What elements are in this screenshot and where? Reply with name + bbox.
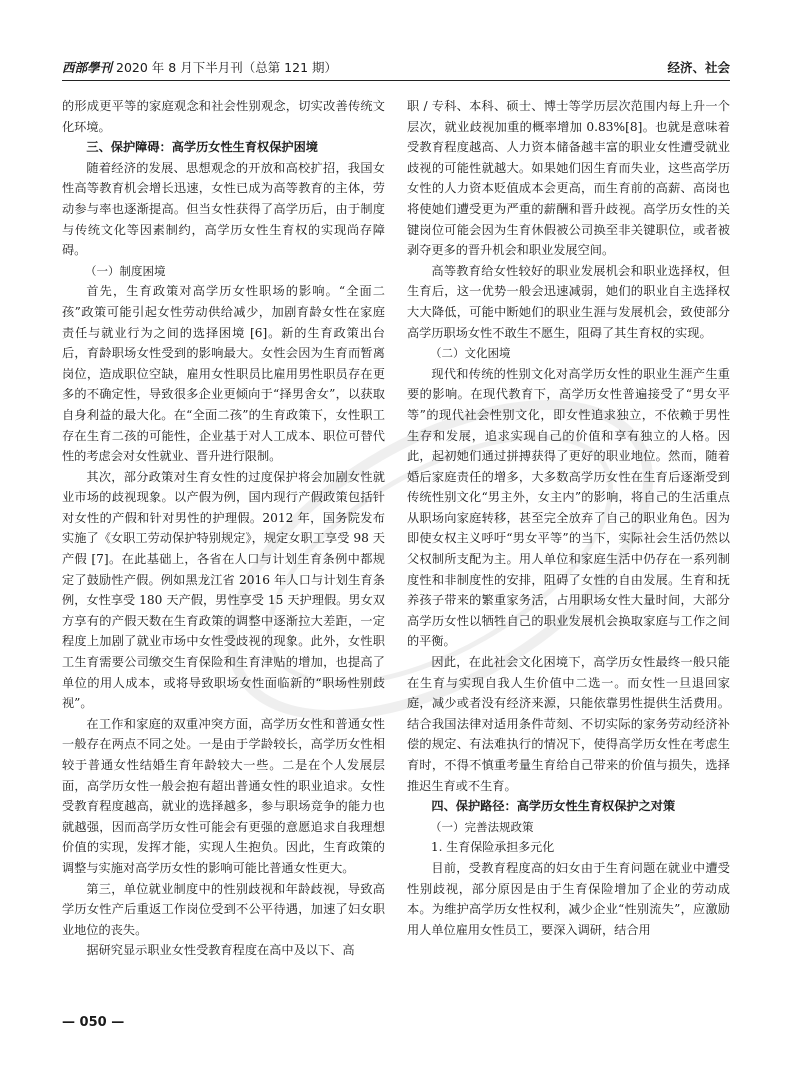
paragraph: 第三，单位就业制度中的性别歧视和年龄歧视，导致高学历女性产后重返工作岗位受到不公平待遇，加速了妇女职业地位的丧失。 — [62, 881, 385, 937]
header-left — [62, 58, 337, 76]
paragraph: 首先，生育政策对高学历女性职场的影响。“全面二孩”政策可能引起女性劳动供给减少，加剧育龄女性在家庭责任与就业行为之间的选择困境 [6]。新的生育政策出台后，育龄职场女性受到的影响最大。女性会因为生育而暂离岗位，造成职位空缺，雇用女性职员比雇用男性职员存在更多的不确定性，导致很多企业更倾向于“择男舍女”，以获取自身利益的最大化。在“全面二孩”的生育政策下，女性职工存在生育二孩的可能性，企业基于对人工成本、职位可替代性的考虑会对女性就业、晋升进行限制。 — [62, 284, 385, 464]
paragraph: 据研究显示职业女性受教育程度在高中及以下、高 — [86, 943, 355, 958]
section-label: 经济、社会 — [667, 60, 730, 75]
subsection-heading: （二）文化困境 — [430, 346, 511, 361]
journal-logo: 西部學刊 — [62, 60, 113, 75]
right-column — [407, 96, 730, 940]
paragraph: 现代和传统的性别文化对高学历女性的职业生涯产生重要的影响。在现代教育下，高学历女性普遍接受了“男女平等”的现代社会性别文化，即女性追求独立，不依赖于男性生存和发展，追求实现自己的价值和享有独立的人格。因此，起初她们通过拼搏获得了更好的职业地位。然而，随着婚后家庭责任的增多，大多数高学历女性在生育后逐渐受到传统性别文化“男主外，女主内”的影响，将自己的生活重点从职场向家庭转移，甚至完全放弃了自己的职业角色。因为即使女权主义呼吁“男女平等”的当下，实际社会生活仍然以父权制所支配为主。用人单位和家庭生活中仍存在一系列制度性和非制度性的安排，阻碍了女性的自由发展。生育和抚养孩子带来的繁重家务活，占用职场女性大量时间，大部分高学历女性以牺牲自己的职业发展机会换取家庭与工作之间的平衡。 — [407, 366, 730, 649]
paragraph: 的形成更平等的家庭观念和社会性别观念，切实改善传统文化环境。 — [62, 99, 385, 134]
section-heading: 三、保护障碍：高学历女性生育权保护困境 — [86, 140, 318, 155]
item-heading: 1. 生育保险承担多元化 — [431, 840, 555, 855]
paragraph: 其次，部分政策对生育女性的过度保护将会加剧女性就业市场的歧视现象。以产假为例，国内现行产假政策包括针对女性的产假和针对男性的护理假。2012 年，国务院发布实施了《女职工劳动保护特别规定》，规定女职工享受 98 天产假 [7]。在此基础上，各省在人口与计划生育条例中都规定了鼓励性产假。例如黑龙江省 2016 年人口与计划生育条例，女性享受 180 天产假，男性享受 15 天护理假。男女双方享有的产假天数在生育政策的调整中逐渐拉大差距，一定程度上加剧了就业市场中女性受歧视的现象。此外，女性职工生育需要公司缴交生育保险和生育津贴的增加，也提高了单位的用人成本，或将导致职场女性面临新的“职场性别歧视”。 — [62, 469, 385, 711]
paragraph: 随着经济的发展、思想观念的开放和高校扩招，我国女性高等教育机会增长迅速，女性已成为高等教育的主体，劳动参与率也逐渐提高。但当女性获得了高学历后，由于制度与传统文化等因素制约，高学历女性生育权的实现尚存障碍。 — [62, 160, 385, 258]
subsection-heading: （一）制度困境 — [85, 263, 166, 278]
left-column — [62, 96, 385, 961]
paragraph: 在工作和家庭的双重冲突方面，高学历女性和普通女性一般存在两点不同之处。一是由于学龄较长，高学历女性相较于普通女性结婚生育年龄较大一些。二是在个人发展层面，高学历女性一般会抱有超出普通女性的职业追求。女性受教育程度越高，就业的选择越多，参与职场竞争的能力也就越强，因而高学历女性可能会有更强的意愿追求自我理想价值的实现，发挥才能，实现人生抱负。因此，生育政策的调整与实施对高学历女性的影响可能比普通女性更大。 — [62, 716, 385, 875]
subsection-heading: （一）完善法规政策 — [430, 819, 534, 834]
page-number: — 050 — — [62, 1015, 125, 1030]
paragraph: 高等教育给女性较好的职业发展机会和职业选择权，但生育后，这一优势一般会迅速减弱，她们的职业自主选择权大大降低，可能中断她们的职业生涯与发展机会，致使部分高学历职场女性不敢生不愿生，阻碍了其生育权的实现。 — [407, 263, 730, 340]
paragraph: 目前，受教育程度高的妇女由于生育问题在就业中遭受性别歧视，部分原因是由于生育保险增加了企业的劳动成本。为维护高学历女性权利，减少企业“性别流失”，应激励用人单位雇用女性员工，要深入调研，结合用 — [407, 860, 730, 937]
header-rule — [62, 80, 730, 81]
issue-info: 2020 年 8 月下半月刊（总第 121 期） — [116, 60, 338, 75]
running-header — [62, 56, 730, 80]
paragraph: 职 / 专科、本科、硕士、博士等学历层次范围内每上升一个层次，就业歧视加重的概率增加 0.83%[8]。也就是意味着受教育程度越高、人力资本储备越丰富的职业女性遭受就业歧视的可能性就越大。如果她们因生育而失业，这些高学历女性的人力资本贬值成本会更高，而生育前的高薪、高岗也将使她们遭受更为严重的薪酬和晋升歧视。高学历女性的关键岗位可能会因为生育休假被公司换至非关键职位，或者被剥夺更多的晋升机会和职业发展空间。 — [407, 99, 730, 258]
section-heading: 四、保护路径：高学历女性生育权保护之对策 — [431, 799, 676, 814]
paragraph: 因此，在此社会文化困境下，高学历女性最终一般只能在生育与实现自我人生价值中二选一。而女性一旦退回家庭，减少或者没有经济来源，只能依靠男性提供生活费用。结合我国法律对适用条件苛刻、不切实际的家务劳动经济补偿的规定、有法难执行的情况下，使得高学历女性在考虑生育时，不得不慎重考量生育给自己带来的价值与损失，选择推迟生育或不生育。 — [407, 655, 730, 793]
